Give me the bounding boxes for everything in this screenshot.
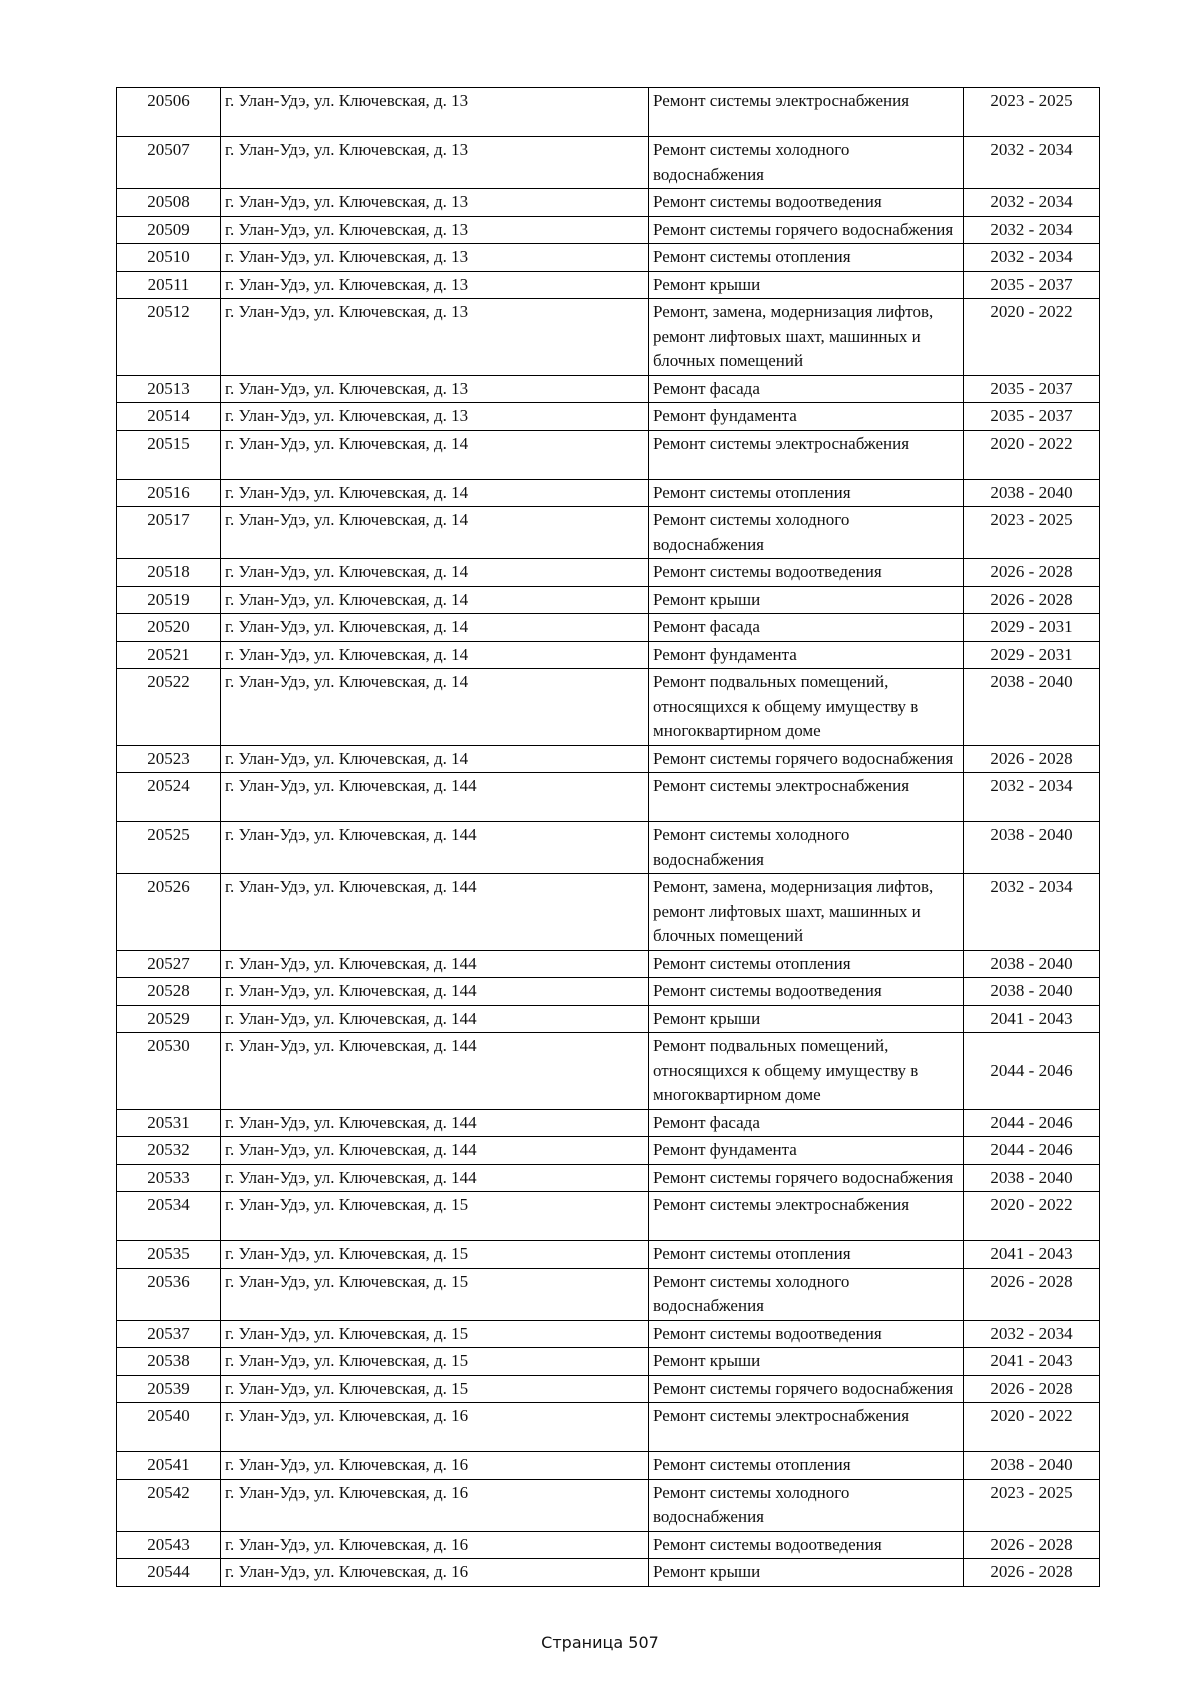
- cell-work-type: Ремонт системы холодного водоснабжения: [649, 822, 964, 874]
- cell-address: г. Улан-Удэ, ул. Ключевская, д. 15: [221, 1192, 649, 1241]
- cell-work-type: Ремонт системы горячего водоснабжения: [649, 216, 964, 244]
- table-row: [117, 479, 1100, 507]
- cell-address: г. Улан-Удэ, ул. Ключевская, д. 14: [221, 745, 649, 773]
- cell-number: 20528: [117, 978, 221, 1006]
- cell-number: 20529: [117, 1005, 221, 1033]
- cell-number: 20540: [117, 1403, 221, 1452]
- cell-number: 20520: [117, 614, 221, 642]
- cell-period: 2023 - 2025: [964, 88, 1100, 137]
- cell-work-type: Ремонт системы отопления: [649, 1452, 964, 1480]
- cell-number: 20510: [117, 244, 221, 272]
- cell-work-type: Ремонт системы водоотведения: [649, 978, 964, 1006]
- table-row: [117, 137, 1100, 189]
- cell-number: 20508: [117, 189, 221, 217]
- table-row: [117, 874, 1100, 951]
- cell-number: 20514: [117, 403, 221, 431]
- cell-address: г. Улан-Удэ, ул. Ключевская, д. 144: [221, 1005, 649, 1033]
- cell-work-type: Ремонт системы электроснабжения: [649, 773, 964, 822]
- cell-address: г. Улан-Удэ, ул. Ключевская, д. 13: [221, 88, 649, 137]
- cell-work-type: Ремонт крыши: [649, 1005, 964, 1033]
- cell-address: г. Улан-Удэ, ул. Ключевская, д. 14: [221, 507, 649, 559]
- cell-work-type: Ремонт фасада: [649, 1109, 964, 1137]
- cell-period: 2041 - 2043: [964, 1348, 1100, 1376]
- cell-period: 2038 - 2040: [964, 822, 1100, 874]
- cell-period: 2020 - 2022: [964, 1403, 1100, 1452]
- cell-work-type: Ремонт подвальных помещений, относящихся к общему имуществу в многоквартирном доме: [649, 669, 964, 746]
- cell-address: г. Улан-Удэ, ул. Ключевская, д. 14: [221, 641, 649, 669]
- cell-period: 2026 - 2028: [964, 1268, 1100, 1320]
- cell-period: 2032 - 2034: [964, 773, 1100, 822]
- cell-period: 2035 - 2037: [964, 403, 1100, 431]
- cell-address: г. Улан-Удэ, ул. Ключевская, д. 15: [221, 1375, 649, 1403]
- cell-period: 2032 - 2034: [964, 244, 1100, 272]
- cell-address: г. Улан-Удэ, ул. Ключевская, д. 13: [221, 244, 649, 272]
- table-row: [117, 507, 1100, 559]
- cell-number: 20513: [117, 375, 221, 403]
- cell-address: г. Улан-Удэ, ул. Ключевская, д. 13: [221, 137, 649, 189]
- cell-number: 20537: [117, 1320, 221, 1348]
- cell-number: 20530: [117, 1033, 221, 1110]
- table-row: [117, 950, 1100, 978]
- table-row: [117, 614, 1100, 642]
- cell-address: г. Улан-Удэ, ул. Ключевская, д. 13: [221, 403, 649, 431]
- cell-address: г. Улан-Удэ, ул. Ключевская, д. 14: [221, 669, 649, 746]
- cell-work-type: Ремонт системы горячего водоснабжения: [649, 1375, 964, 1403]
- cell-number: 20535: [117, 1241, 221, 1269]
- cell-period: 2026 - 2028: [964, 1559, 1100, 1587]
- cell-number: 20511: [117, 271, 221, 299]
- cell-address: г. Улан-Удэ, ул. Ключевская, д. 16: [221, 1559, 649, 1587]
- table-row: [117, 586, 1100, 614]
- cell-period: 2023 - 2025: [964, 507, 1100, 559]
- table-row: [117, 1320, 1100, 1348]
- cell-address: г. Улан-Удэ, ул. Ключевская, д. 15: [221, 1320, 649, 1348]
- table-row: [117, 559, 1100, 587]
- cell-period: 2026 - 2028: [964, 1375, 1100, 1403]
- cell-period: 2026 - 2028: [964, 559, 1100, 587]
- cell-work-type: Ремонт системы электроснабжения: [649, 1403, 964, 1452]
- cell-address: г. Улан-Удэ, ул. Ключевская, д. 15: [221, 1268, 649, 1320]
- cell-number: 20512: [117, 299, 221, 376]
- cell-number: 20541: [117, 1452, 221, 1480]
- cell-work-type: Ремонт системы отопления: [649, 479, 964, 507]
- table-row: [117, 1479, 1100, 1531]
- cell-work-type: Ремонт системы холодного водоснабжения: [649, 507, 964, 559]
- cell-work-type: Ремонт системы электроснабжения: [649, 1192, 964, 1241]
- cell-address: г. Улан-Удэ, ул. Ключевская, д. 16: [221, 1531, 649, 1559]
- table-row: [117, 745, 1100, 773]
- table-row: [117, 1005, 1100, 1033]
- cell-number: 20515: [117, 430, 221, 479]
- cell-address: г. Улан-Удэ, ул. Ключевская, д. 14: [221, 614, 649, 642]
- cell-work-type: Ремонт фасада: [649, 375, 964, 403]
- cell-address: г. Улан-Удэ, ул. Ключевская, д. 16: [221, 1479, 649, 1531]
- cell-work-type: Ремонт системы горячего водоснабжения: [649, 745, 964, 773]
- cell-work-type: Ремонт системы водоотведения: [649, 189, 964, 217]
- cell-address: г. Улан-Удэ, ул. Ключевская, д. 14: [221, 430, 649, 479]
- table-row: [117, 978, 1100, 1006]
- cell-period: 2041 - 2043: [964, 1005, 1100, 1033]
- table-row: [117, 88, 1100, 137]
- cell-number: 20532: [117, 1137, 221, 1165]
- cell-work-type: Ремонт системы электроснабжения: [649, 88, 964, 137]
- cell-address: г. Улан-Удэ, ул. Ключевская, д. 13: [221, 375, 649, 403]
- cell-work-type: Ремонт, замена, модернизация лифтов, ремонт лифтовых шахт, машинных и блочных помещений: [649, 874, 964, 951]
- cell-work-type: Ремонт крыши: [649, 1348, 964, 1376]
- cell-work-type: Ремонт крыши: [649, 271, 964, 299]
- table-row: [117, 1137, 1100, 1165]
- cell-address: г. Улан-Удэ, ул. Ключевская, д. 144: [221, 978, 649, 1006]
- table-row: [117, 641, 1100, 669]
- table-row: [117, 1375, 1100, 1403]
- cell-number: 20506: [117, 88, 221, 137]
- cell-number: 20524: [117, 773, 221, 822]
- table-row: [117, 669, 1100, 746]
- cell-number: 20525: [117, 822, 221, 874]
- table-row: [117, 271, 1100, 299]
- cell-work-type: Ремонт крыши: [649, 586, 964, 614]
- cell-address: г. Улан-Удэ, ул. Ключевская, д. 13: [221, 271, 649, 299]
- cell-period: 2032 - 2034: [964, 137, 1100, 189]
- cell-period: 2035 - 2037: [964, 271, 1100, 299]
- cell-number: 20521: [117, 641, 221, 669]
- cell-address: г. Улан-Удэ, ул. Ключевская, д. 144: [221, 822, 649, 874]
- cell-work-type: Ремонт системы отопления: [649, 1241, 964, 1269]
- cell-work-type: Ремонт фундамента: [649, 403, 964, 431]
- cell-period: 2026 - 2028: [964, 1531, 1100, 1559]
- table-row: [117, 1164, 1100, 1192]
- cell-period: 2035 - 2037: [964, 375, 1100, 403]
- table-row: [117, 430, 1100, 479]
- cell-work-type: Ремонт системы горячего водоснабжения: [649, 1164, 964, 1192]
- table-row: [117, 1268, 1100, 1320]
- table-row: [117, 1109, 1100, 1137]
- table-row: [117, 375, 1100, 403]
- cell-work-type: Ремонт крыши: [649, 1559, 964, 1587]
- cell-address: г. Улан-Удэ, ул. Ключевская, д. 144: [221, 1109, 649, 1137]
- cell-number: 20523: [117, 745, 221, 773]
- cell-period: 2038 - 2040: [964, 1452, 1100, 1480]
- cell-address: г. Улан-Удэ, ул. Ключевская, д. 16: [221, 1452, 649, 1480]
- table-row: [117, 1403, 1100, 1452]
- cell-period: 2020 - 2022: [964, 1192, 1100, 1241]
- cell-period: 2032 - 2034: [964, 189, 1100, 217]
- cell-period: 2044 - 2046: [964, 1109, 1100, 1137]
- page-number: Страница 507: [541, 1633, 659, 1652]
- table-row: [117, 822, 1100, 874]
- table-row: [117, 1241, 1100, 1269]
- cell-period: 2032 - 2034: [964, 1320, 1100, 1348]
- cell-period: 2026 - 2028: [964, 586, 1100, 614]
- cell-address: г. Улан-Удэ, ул. Ключевская, д. 144: [221, 950, 649, 978]
- cell-work-type: Ремонт фасада: [649, 614, 964, 642]
- cell-address: г. Улан-Удэ, ул. Ключевская, д. 13: [221, 216, 649, 244]
- cell-address: г. Улан-Удэ, ул. Ключевская, д. 15: [221, 1241, 649, 1269]
- cell-number: 20544: [117, 1559, 221, 1587]
- cell-address: г. Улан-Удэ, ул. Ключевская, д. 144: [221, 874, 649, 951]
- cell-address: г. Улан-Удэ, ул. Ключевская, д. 13: [221, 189, 649, 217]
- cell-period: 2029 - 2031: [964, 614, 1100, 642]
- cell-number: 20509: [117, 216, 221, 244]
- cell-work-type: Ремонт системы водоотведения: [649, 559, 964, 587]
- cell-period: 2044 - 2046: [964, 1137, 1100, 1165]
- cell-number: 20518: [117, 559, 221, 587]
- cell-address: г. Улан-Удэ, ул. Ключевская, д. 14: [221, 586, 649, 614]
- cell-period: 2038 - 2040: [964, 950, 1100, 978]
- cell-period: 2026 - 2028: [964, 745, 1100, 773]
- cell-address: г. Улан-Удэ, ул. Ключевская, д. 14: [221, 559, 649, 587]
- table-row: [117, 189, 1100, 217]
- cell-work-type: Ремонт системы отопления: [649, 244, 964, 272]
- cell-number: 20516: [117, 479, 221, 507]
- cell-period: 2032 - 2034: [964, 216, 1100, 244]
- cell-period: 2038 - 2040: [964, 479, 1100, 507]
- cell-period: 2020 - 2022: [964, 299, 1100, 376]
- cell-work-type: Ремонт системы электроснабжения: [649, 430, 964, 479]
- cell-work-type: Ремонт подвальных помещений, относящихся к общему имуществу в многоквартирном доме: [649, 1033, 964, 1110]
- works-table: [116, 87, 1100, 1587]
- cell-period: 2038 - 2040: [964, 978, 1100, 1006]
- table-row: [117, 244, 1100, 272]
- cell-number: 20527: [117, 950, 221, 978]
- cell-work-type: Ремонт системы отопления: [649, 950, 964, 978]
- cell-work-type: Ремонт системы холодного водоснабжения: [649, 1268, 964, 1320]
- cell-address: г. Улан-Удэ, ул. Ключевская, д. 144: [221, 1137, 649, 1165]
- cell-period: 2023 - 2025: [964, 1479, 1100, 1531]
- table-row: [117, 299, 1100, 376]
- cell-work-type: Ремонт системы холодного водоснабжения: [649, 1479, 964, 1531]
- cell-work-type: Ремонт, замена, модернизация лифтов, ремонт лифтовых шахт, машинных и блочных помещений: [649, 299, 964, 376]
- cell-work-type: Ремонт системы холодного водоснабжения: [649, 137, 964, 189]
- cell-address: г. Улан-Удэ, ул. Ключевская, д. 16: [221, 1403, 649, 1452]
- cell-number: 20522: [117, 669, 221, 746]
- cell-work-type: Ремонт системы водоотведения: [649, 1531, 964, 1559]
- cell-address: г. Улан-Удэ, ул. Ключевская, д. 14: [221, 479, 649, 507]
- cell-work-type: Ремонт фундамента: [649, 641, 964, 669]
- cell-address: г. Улан-Удэ, ул. Ключевская, д. 144: [221, 773, 649, 822]
- cell-number: 20517: [117, 507, 221, 559]
- cell-number: 20534: [117, 1192, 221, 1241]
- table-row: [117, 1559, 1100, 1587]
- table-row: [117, 1452, 1100, 1480]
- cell-number: 20539: [117, 1375, 221, 1403]
- cell-number: 20542: [117, 1479, 221, 1531]
- cell-period: 2020 - 2022: [964, 430, 1100, 479]
- cell-number: 20536: [117, 1268, 221, 1320]
- cell-number: 20533: [117, 1164, 221, 1192]
- table-row: [117, 773, 1100, 822]
- cell-period: 2038 - 2040: [964, 1164, 1100, 1192]
- cell-number: 20519: [117, 586, 221, 614]
- cell-address: г. Улан-Удэ, ул. Ключевская, д. 13: [221, 299, 649, 376]
- cell-number: 20531: [117, 1109, 221, 1137]
- table-row: [117, 1531, 1100, 1559]
- cell-period: 2044 - 2046: [964, 1033, 1100, 1110]
- cell-number: 20538: [117, 1348, 221, 1376]
- cell-number: 20543: [117, 1531, 221, 1559]
- cell-period: 2032 - 2034: [964, 874, 1100, 951]
- cell-address: г. Улан-Удэ, ул. Ключевская, д. 15: [221, 1348, 649, 1376]
- works-table-body: [117, 88, 1100, 1587]
- cell-work-type: Ремонт системы водоотведения: [649, 1320, 964, 1348]
- cell-period: 2029 - 2031: [964, 641, 1100, 669]
- cell-address: г. Улан-Удэ, ул. Ключевская, д. 144: [221, 1164, 649, 1192]
- cell-number: 20526: [117, 874, 221, 951]
- table-row: [117, 1192, 1100, 1241]
- table-row: [117, 1348, 1100, 1376]
- table-row: [117, 1033, 1100, 1110]
- cell-work-type: Ремонт фундамента: [649, 1137, 964, 1165]
- cell-period: 2038 - 2040: [964, 669, 1100, 746]
- table-row: [117, 403, 1100, 431]
- cell-period: 2041 - 2043: [964, 1241, 1100, 1269]
- table-row: [117, 216, 1100, 244]
- cell-address: г. Улан-Удэ, ул. Ключевская, д. 144: [221, 1033, 649, 1110]
- cell-number: 20507: [117, 137, 221, 189]
